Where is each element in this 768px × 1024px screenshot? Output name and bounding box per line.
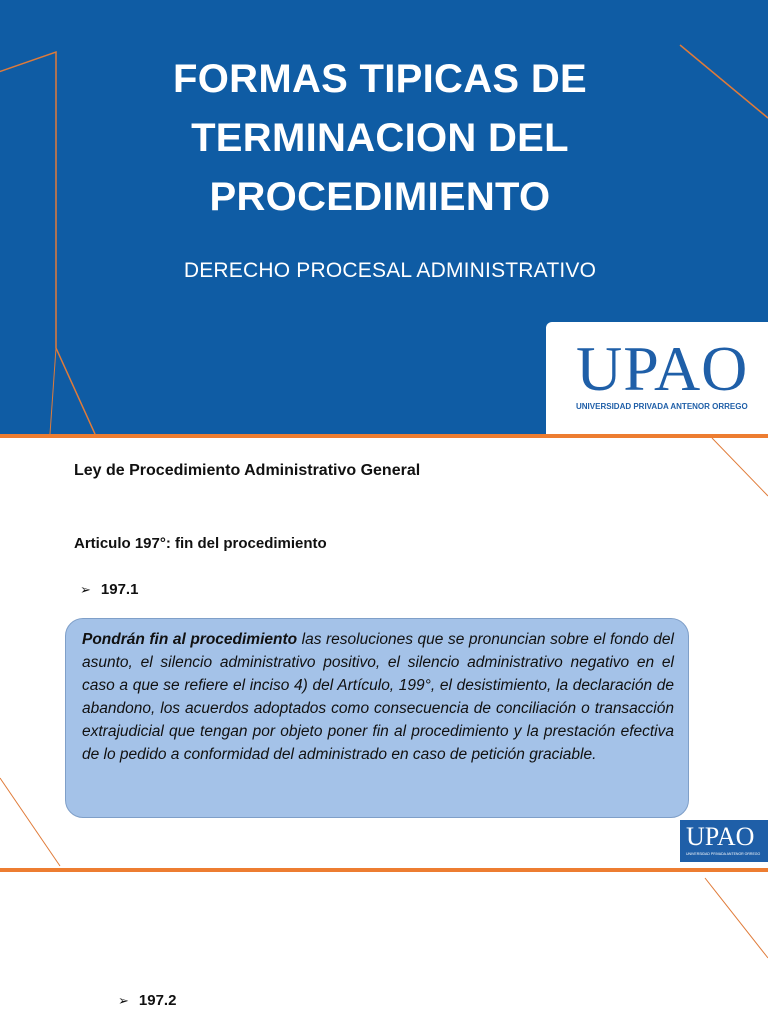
upao-logo-small [680,820,768,862]
arrow-bullet-icon: ➢ [118,993,129,1008]
bullet-label: 197.1 [100,581,139,598]
logo-wordmark: UPAO [686,822,755,851]
logo-university-name: UNIVERSIDAD PRIVADA ANTENOR ORREGO [576,402,748,411]
bullet-label: 197.2 [138,992,177,1009]
upao-logo [546,322,768,434]
law-heading: Ley de Procedimiento Administrativo General [74,462,421,479]
title-line-1: FORMAS TIPICAS DE [172,57,587,101]
title-line-2: TERMINACION DEL [191,116,569,160]
article-title: Articulo 197°: fin del procedimiento [74,535,327,552]
article-text-emphasis: Pondrán fin al procedimiento [82,631,298,648]
title-line-3: PROCEDIMIENTO [209,175,551,219]
slide-divider-bottom [0,868,768,872]
slide-subtitle: DERECHO PROCESAL ADMINISTRATIVO [183,259,597,282]
title-slide [0,0,768,434]
article-text-body: las resoluciones que se pronuncian sobre el fondo del asunto, el silencio administrativo positivo, el silencio administrativo negativo en el caso a que se refiere el inciso 4) del Artículo, 199°, el desistimiento, la declaración de abandono, los acuerdos adoptados como consecuencia de conciliación o transacción extrajudicial que tengan por objeto poner fin al procedimiento y la prestación efectiva de lo pedido a conformidad del administrado en caso de petición graciable. [82,631,674,763]
bullet-item-197-2 [118,992,176,1009]
arrow-bullet-icon: ➢ [80,582,91,597]
slide-title [80,50,680,227]
bullet-item-197-1 [80,581,138,598]
article-text-box [65,618,689,818]
logo-university-name: UNIVERSIDAD PRIVADA ANTENOR ORREGO [686,852,761,856]
logo-wordmark: UPAO [576,333,749,404]
